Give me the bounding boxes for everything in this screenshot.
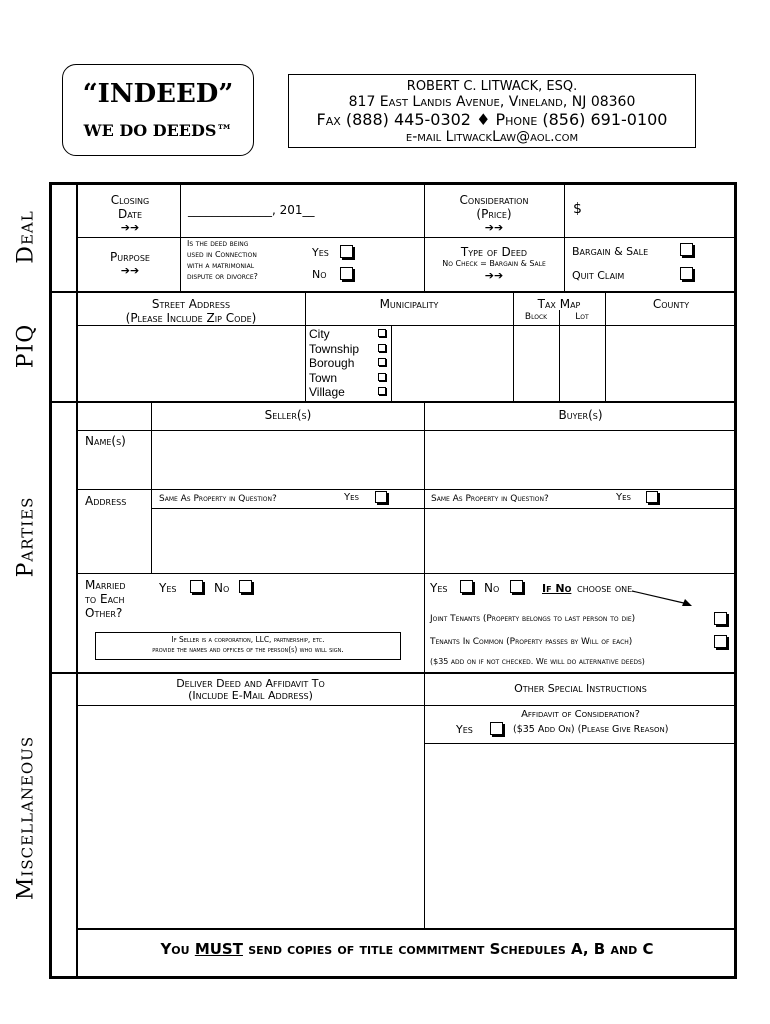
logo-tagline: WE DO DEEDS™ — [83, 121, 233, 140]
add-on-note: ($35 add on if not checked. We will do alternative deeds) — [430, 657, 645, 666]
municipality-checkbox-town[interactable] — [378, 373, 386, 381]
municipality-checkbox-village[interactable] — [378, 387, 386, 395]
consideration-label: Consideration (Price) — [459, 193, 529, 221]
logo-box — [62, 64, 254, 156]
type-of-deed-note: No Check = Bargain & Sale — [442, 259, 546, 268]
seller-same-yes-label: Yes — [344, 492, 359, 503]
corporation-note-box — [95, 632, 401, 660]
address-label: Address — [85, 494, 127, 508]
closing-date-arrows: ➔➔ — [120, 221, 140, 234]
joint-tenants-checkbox[interactable] — [714, 612, 727, 625]
footer-suffix: send copies of title commitment Schedules A, B and C — [242, 940, 654, 958]
municipality-option-city: City — [309, 327, 330, 341]
closing-date-field[interactable]: ______________, 201__ — [188, 203, 315, 217]
seller-same-yes-checkbox[interactable] — [375, 491, 387, 503]
joint-tenants-label: Joint Tenants (Property belongs to last person to die) — [430, 614, 636, 624]
if-no-label: If No — [542, 582, 572, 595]
buyer-same-as-label: Same As Property in Question? — [431, 494, 549, 504]
municipality-option-township: Township — [309, 341, 360, 356]
choose-one-label: choose one — [577, 582, 633, 595]
contact-box — [288, 74, 696, 148]
municipality-label: Municipality — [379, 297, 439, 311]
married-buyer-yes-checkbox[interactable] — [460, 580, 473, 593]
consideration-arrows: ➔➔ — [484, 221, 504, 234]
buyer-same-yes-label: Yes — [616, 492, 631, 503]
municipality-checkbox-borough[interactable] — [378, 358, 386, 366]
tax-map-label: Tax Map — [537, 297, 581, 311]
deliver-to-label: Deliver Deed and Affidavit To (Include E-Mail Address) — [176, 677, 325, 702]
street-address-label: Street Address — [151, 297, 231, 311]
purpose-no-checkbox[interactable] — [340, 267, 353, 280]
section-label-misc: Miscellaneous — [13, 735, 39, 901]
municipality-option-village: Village — [309, 385, 345, 399]
municipality-option-town: Town — [309, 370, 338, 385]
married-seller-yes-label: Yes — [159, 581, 177, 595]
attorney-phones: Fax (888) 445-0302 ♦ Phone (856) 691-0100 — [316, 110, 668, 129]
purpose-yes-checkbox[interactable] — [340, 245, 353, 258]
logo-title: “INDEED” — [82, 79, 234, 109]
bargain-sale-checkbox[interactable] — [680, 243, 693, 256]
seller-same-as-label: Same As Property in Question? — [159, 494, 277, 504]
zip-code-label: (Please Include Zip Code) — [125, 311, 257, 325]
type-of-deed-arrows: ➔➔ — [484, 269, 504, 282]
married-seller-no-checkbox[interactable] — [239, 580, 252, 593]
affidavit-yes-label: Yes — [456, 723, 473, 736]
arrow-icon — [630, 589, 695, 609]
section-label-parties: Parties — [13, 496, 39, 578]
municipality-checkbox-city[interactable] — [378, 329, 386, 337]
affidavit-note: ($35 Add On) (Please Give Reason) — [513, 724, 669, 735]
purpose-arrows: ➔➔ — [120, 264, 140, 277]
buyer-header: Buyer(s) — [558, 408, 603, 422]
married-buyer-no-checkbox[interactable] — [510, 580, 523, 593]
quit-claim-checkbox[interactable] — [680, 267, 693, 280]
married-buyer-yes-label: Yes — [430, 581, 448, 595]
married-seller-no-label: No — [214, 581, 230, 595]
affidavit-label: Affidavit of Consideration? — [521, 709, 640, 720]
footer-prefix: You — [160, 940, 195, 958]
footer-must: MUST — [194, 940, 243, 958]
closing-date-label: Closing Date — [110, 193, 150, 221]
married-seller-yes-checkbox[interactable] — [190, 580, 203, 593]
quit-claim-label: Quit Claim — [572, 269, 625, 282]
municipality-checkbox-township[interactable] — [378, 344, 386, 352]
purpose-no-label: No — [312, 268, 327, 281]
affidavit-yes-checkbox[interactable] — [490, 722, 503, 735]
seller-header: Seller(s) — [264, 408, 312, 422]
block-label: Block — [524, 312, 548, 322]
purpose-yes-label: Yes — [312, 246, 329, 259]
county-label: County — [652, 297, 690, 311]
corporation-note: If Seller is a corporation, LLC, partnership, etc. provide the names and offices of the person(s) who will sign. — [152, 635, 344, 654]
buyer-same-yes-checkbox[interactable] — [646, 491, 658, 503]
purpose-question: Is the deed being used in Connection with a matrimonial dispute or divorce? — [187, 239, 258, 281]
tenants-common-checkbox[interactable] — [714, 635, 727, 648]
married-label: Married to Each Other? — [85, 578, 126, 620]
married-buyer-no-label: No — [484, 581, 500, 595]
bargain-sale-label: Bargain & Sale — [572, 245, 649, 258]
type-of-deed-label: Type of Deed — [460, 245, 528, 259]
section-label-piq: PIQ — [13, 323, 39, 369]
attorney-name: ROBERT C. LITWACK, ESQ. — [406, 79, 578, 94]
lot-label: Lot — [575, 312, 589, 322]
footer-notice — [77, 940, 737, 958]
other-instructions-label: Other Special Instructions — [514, 682, 647, 695]
purpose-label: Purpose — [110, 250, 150, 264]
tenants-common-label: Tenants In Common (Property passes by Will of each) — [430, 637, 633, 647]
consideration-field[interactable]: $ — [573, 201, 582, 217]
section-label-deal: Deal — [13, 210, 39, 264]
names-label: Name(s) — [85, 434, 126, 448]
municipality-option-borough: Borough — [309, 356, 355, 370]
attorney-email: e-mail LitwackLaw@aol.com — [405, 129, 579, 145]
attorney-address: 817 East Landis Avenue, Vineland, NJ 08360 — [348, 94, 636, 110]
